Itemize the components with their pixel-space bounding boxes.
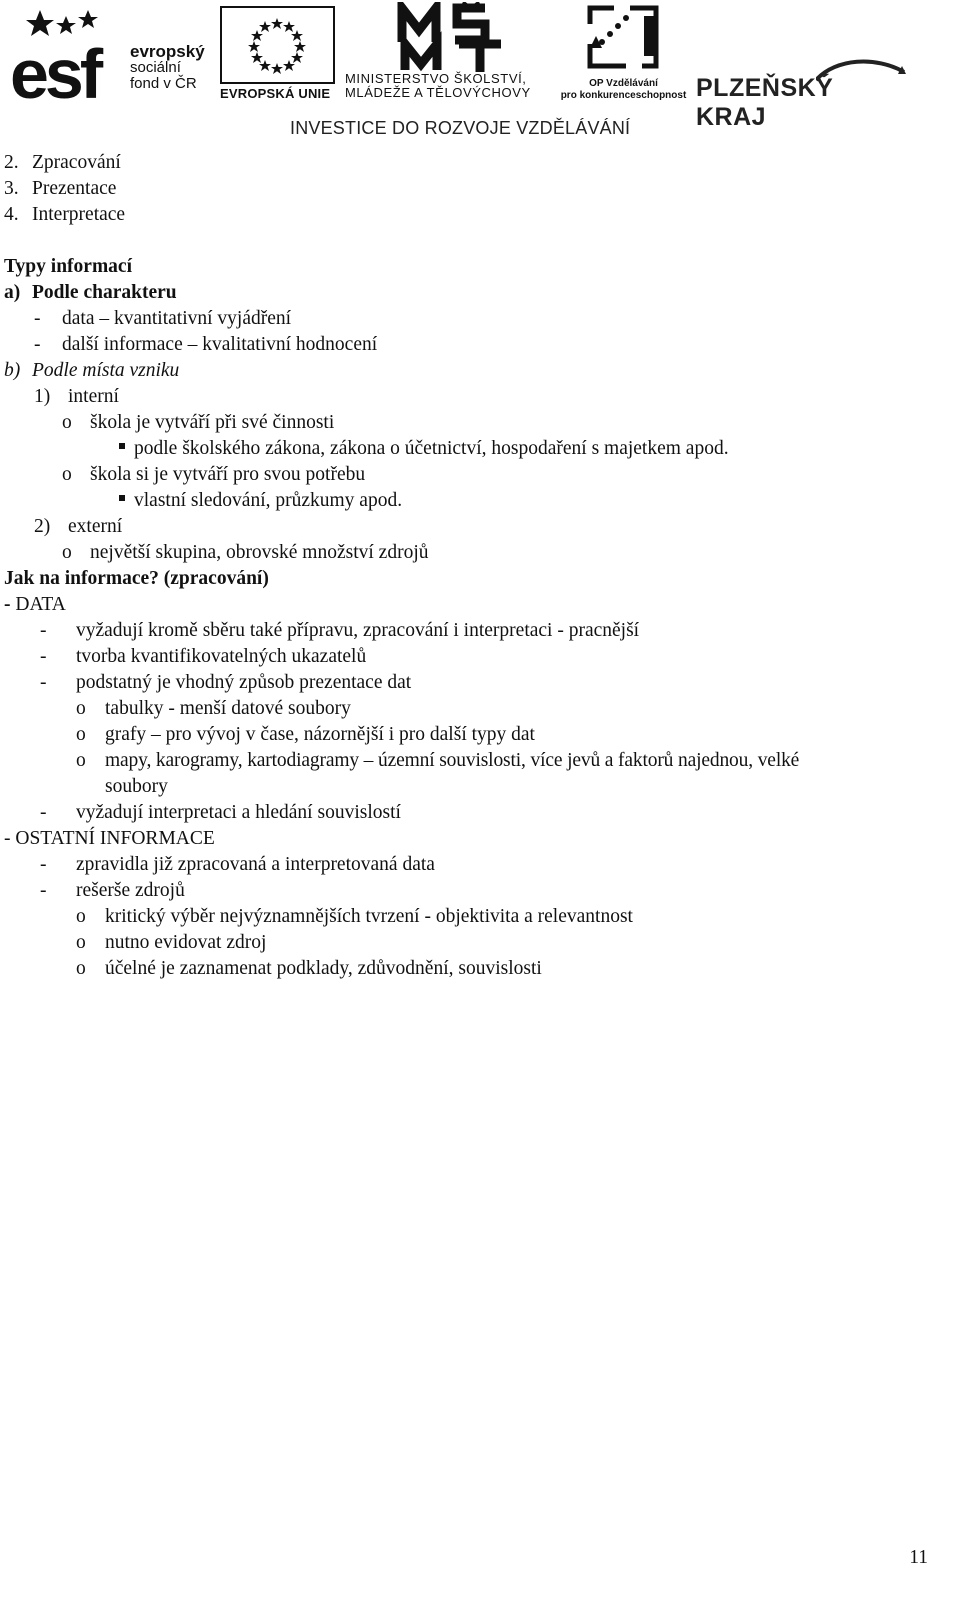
data-label: DATA [10, 594, 66, 615]
dash-marker: - [40, 620, 47, 641]
list-item: interní [68, 386, 119, 407]
subheading: Podle charakteru [32, 282, 177, 303]
dash-marker: - [40, 880, 47, 901]
list-marker: 4. [4, 204, 19, 225]
list-item: nutno evidovat zdroj [105, 932, 267, 953]
opvk-logo-icon [586, 4, 662, 74]
list-item: podstatný je vhodný způsob prezentace dat [76, 672, 412, 693]
list-item: účelné je zaznamenat podklady, zdůvodnění, souvislosti [105, 958, 542, 979]
page-number: 11 [909, 1547, 928, 1568]
opvk-logo-text [556, 78, 691, 102]
list-marker: 1) [34, 386, 51, 407]
list-item: zpravidla již zpracovaná a interpretovaná data [76, 854, 435, 875]
list-item: vyžadují kromě sběru také přípravu, zpracování i interpretaci - pracnější [76, 620, 640, 641]
logo-header [0, 0, 960, 145]
heading-bold: Jak na informace? [4, 568, 159, 589]
list-item: grafy – pro vývoj v čase, názornější i pro další typy dat [105, 724, 535, 745]
bullet-marker: o [76, 698, 86, 719]
svg-text:esf: esf [10, 35, 100, 102]
dash-marker: - [40, 802, 47, 823]
msmt-logo [345, 2, 555, 104]
eu-caption: EVROPSKÁ UNIE [220, 86, 331, 101]
bullet-marker: o [62, 542, 72, 563]
eu-logo [220, 6, 340, 102]
list-marker: a) [4, 282, 21, 303]
list-item: Interpretace [32, 204, 126, 225]
bullet-marker: o [76, 906, 86, 927]
esf-word-2: sociální [130, 59, 181, 76]
list-item: škola je vytváří při své činnosti [90, 412, 335, 433]
dash-marker: - [40, 672, 47, 693]
list-item: rešerše zdrojů [76, 880, 185, 901]
list-marker: 2) [34, 516, 51, 537]
square-bullet-icon [119, 495, 125, 501]
esf-logo-text [130, 44, 205, 92]
dash-marker: - [34, 308, 41, 329]
list-item: škola si je vytváří pro svou potřebu [90, 464, 366, 485]
heading-rest: (zpracování) [158, 568, 269, 589]
section-label: - OSTATNÍ INFORMACE [4, 828, 215, 849]
plzen-kraj-logo [696, 54, 906, 131]
list-item: kritický výběr nejvýznamnějších tvrzení - objektivita a relevantnost [105, 906, 633, 927]
region-name: PLZEŇSKÝ KRAJ [696, 74, 834, 131]
list-item-continuation: soubory [105, 776, 168, 797]
list-item: mapy, karogramy, kartodiagramy – územní souvislosti, více jevů a faktorů najednou, velké [105, 750, 800, 771]
dash-marker: - [34, 334, 41, 355]
opvk-logo [556, 4, 691, 102]
bullet-marker: o [76, 958, 86, 979]
bullet-marker: o [76, 724, 86, 745]
esf-logo [10, 6, 215, 104]
section-heading [4, 566, 269, 592]
dash-marker: - [40, 854, 47, 875]
list-item: Zpracování [32, 152, 121, 173]
list-item: data – kvantitativní vyjádření [62, 308, 292, 329]
list-item: externí [68, 516, 123, 537]
opvk-line-1: OP Vzdělávání [589, 78, 658, 89]
list-item: vlastní sledování, průzkumy apod. [134, 490, 403, 511]
esf-word-1: evropský [130, 42, 205, 61]
subheading: Podle místa vzniku [32, 360, 180, 381]
square-bullet-icon [119, 443, 125, 449]
eu-flag [220, 6, 335, 84]
list-item: tvorba kvantifikovatelných ukazatelů [76, 646, 367, 667]
list-item: podle školského zákona, zákona o účetnictví, hospodaření s majetkem apod. [134, 438, 729, 459]
dash-marker: - [40, 646, 47, 667]
msmt-logo-icon [397, 2, 507, 74]
list-marker: 2. [4, 152, 19, 173]
msmt-logo-text [345, 72, 555, 100]
msmt-line-2: MLÁDEŽE A TĚLOVÝCHOVY [345, 85, 531, 100]
esf-logo-icon [10, 6, 122, 102]
list-item: tabulky - menší datové soubory [105, 698, 351, 719]
list-item: vyžadují interpretaci a hledání souvislostí [76, 802, 401, 823]
list-marker: 3. [4, 178, 19, 199]
bullet-marker: o [76, 750, 86, 771]
list-marker: b) [4, 360, 21, 381]
opvk-line-2: pro konkurenceschopnost [560, 90, 687, 101]
bullet-marker: o [76, 932, 86, 953]
section-label [4, 592, 66, 618]
bullet-marker: o [62, 464, 72, 485]
bullet-marker: o [62, 412, 72, 433]
eu-flag-icon [222, 8, 333, 82]
section-heading: Typy informací [4, 256, 133, 277]
esf-word-3: fond v ČR [130, 75, 197, 92]
msmt-line-1: MINISTERSTVO ŠKOLSTVÍ, [345, 71, 527, 86]
list-item: největší skupina, obrovské množství zdrojů [90, 542, 429, 563]
list-item: další informace – kvalitativní hodnocení [62, 334, 378, 355]
list-item: Prezentace [32, 178, 117, 199]
tagline: INVESTICE DO ROZVOJE VZDĚLÁVÁNÍ [290, 118, 631, 138]
data-dash: - [4, 594, 11, 615]
